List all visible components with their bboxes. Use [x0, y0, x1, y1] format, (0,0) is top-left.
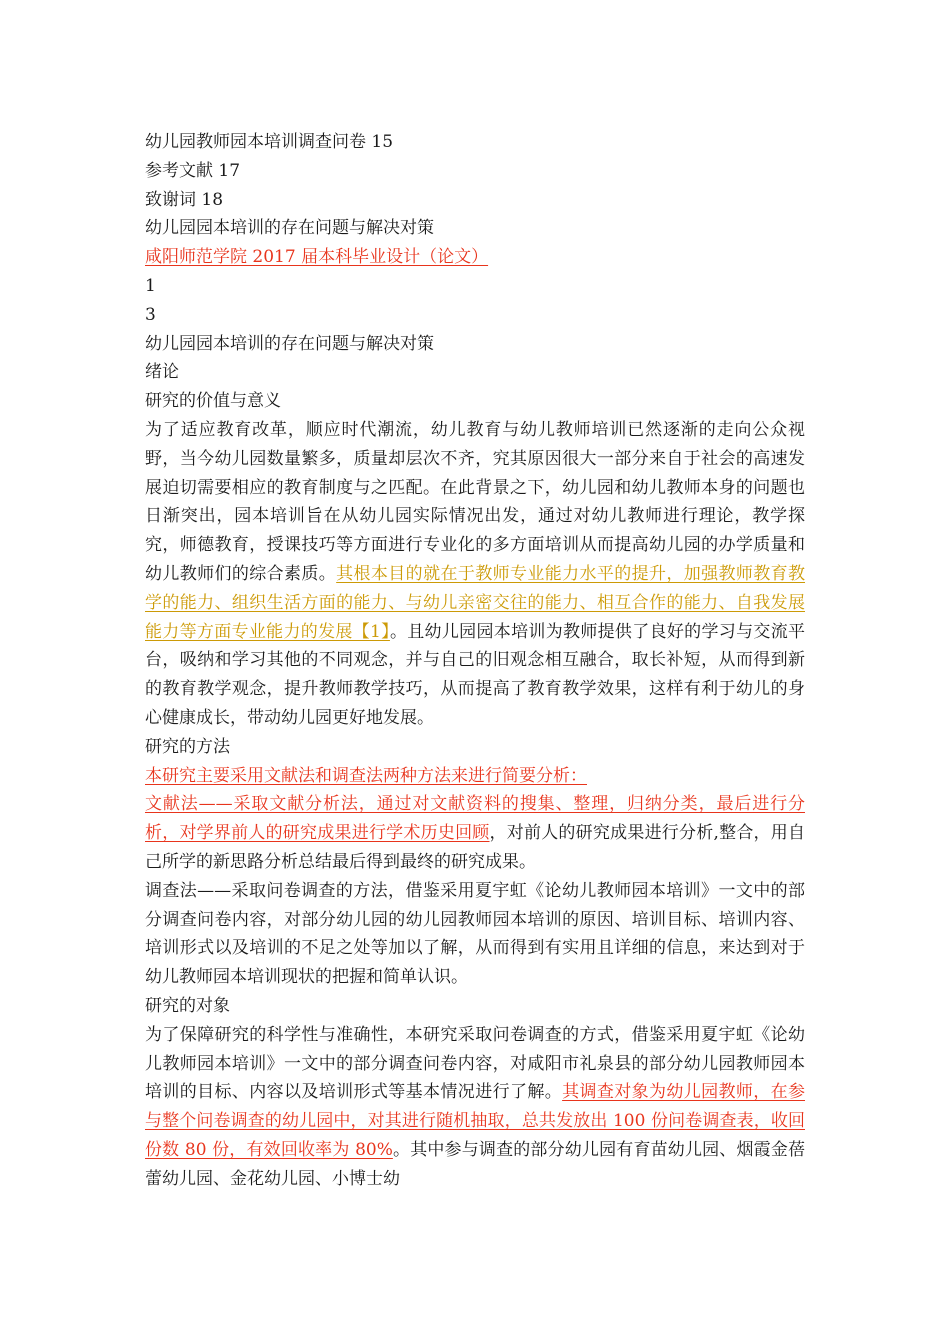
toc-item-survey: 幼儿园教师园本培训调查问卷 15 [145, 132, 394, 152]
survey-method-paragraph: 调查法——采取问卷调查的方法，借鉴采用夏宇虹《论幼儿教师园本培训》一文中的部分调查问卷内容，对部分幼儿园的幼儿园教师园本培训的原因、培训目标、培训内容、培训形式以及培训的不足之处等加以了解，从而得到有实用且详细的信息，来达到对于幼儿教师园本培训现状的把握和简单认识。 [145, 880, 805, 988]
toc-item-acknowledgements: 致谢词 18 [145, 189, 224, 210]
method-intro-text: 本研究主要采用文献法和调查法两种方法来进行简要分析： [145, 765, 587, 786]
method-intro [145, 762, 805, 791]
paper-title: 幼儿园园本培训的存在问题与解决对策 [145, 333, 434, 354]
literature-method-citation: 文献法——采取文献分析法，通过对文献资料的搜集、整理，归纳分类，最后进行分析，对学界前人的研究成果进行学术历史回顾 [145, 794, 805, 844]
document-page [145, 128, 805, 1193]
literature-method-paragraph [145, 790, 805, 876]
page-number-1: 1 [145, 275, 156, 296]
value-paragraph-text-1: 为了适应教育改革，顺应时代潮流，幼儿教育与幼儿教师培训已然逐渐的走向公众视野，当今幼儿园数量繁多，质量却层次不齐，究其原因很大一部分来自于社会的高速发展迫切需要相应的教育制度与之匹配。在此背景之下，幼儿园和幼儿教师本身的问题也日渐突出，园本培训旨在从幼儿园实际情况出发，通过对幼儿教师进行理论，教学探究，师德教育，授课技巧等方面进行专业化的多方面培训从而提高幼儿园的办学质量和幼儿教师们的综合素质。 [145, 419, 805, 584]
object-citation-highlight: 其调查对象为幼儿园教师，在参与整个问卷调查的幼儿园中，对其进行随机抽取，总共发放出 100 份问卷调查表，收回份数 80 份，有效回收率为 80% [145, 1082, 806, 1160]
value-paragraph [145, 416, 805, 733]
intro-heading: 绪论 [145, 362, 179, 383]
object-paragraph [145, 1021, 805, 1194]
value-paragraph-text-2: 。且幼儿园园本培训为教师提供了良好的学习与交流平台，吸纳和学习其他的不同观念，并与自己的旧观念相互融合，取长补短，从而得到新的教育教学观念，提升教师教学技巧，从而提高了教育教学效果，这样有利于幼儿的身心健康成长，带动幼儿园更好地发展。 [145, 621, 806, 728]
university-header [145, 243, 805, 272]
method-heading: 研究的方法 [145, 736, 230, 757]
value-heading: 研究的价值与意义 [145, 391, 281, 412]
object-paragraph-text-2: 。其中参与调查的部分幼儿园有育苗幼儿园、烟霞金蓓蕾幼儿园、金花幼儿园、小博士幼 [145, 1139, 805, 1189]
toc-item-references: 参考文献 17 [145, 160, 241, 181]
running-title: 幼儿园园本培训的存在问题与解决对策 [145, 218, 434, 239]
value-citation-highlight: 其根本目的就在于教师专业能力水平的提升，加强教师教育教学的能力、组织生活方面的能力、与幼儿亲密交往的能力、相互合作的能力、自我发展能力等方面专业能力的发展【1】 [145, 563, 806, 642]
object-heading: 研究的对象 [145, 995, 230, 1016]
object-paragraph-text-1: 为了保障研究的科学性与准确性，本研究采取问卷调查的方式，借鉴采用夏宇虹《论幼儿教师园本培训》一文中的部分调查问卷内容，对咸阳市礼泉县的部分幼儿园教师园本培训的目标、内容以及培训形式等基本情况进行了解。 [145, 1024, 805, 1103]
university-header-text: 咸阳师范学院 2017 届本科毕业设计（论文） [145, 247, 489, 268]
page-number-2: 3 [145, 304, 156, 325]
literature-method-text: ，对前人的研究成果进行分析,整合，用自己所学的新思路分析总结最后得到最终的研究成果。 [145, 823, 806, 872]
